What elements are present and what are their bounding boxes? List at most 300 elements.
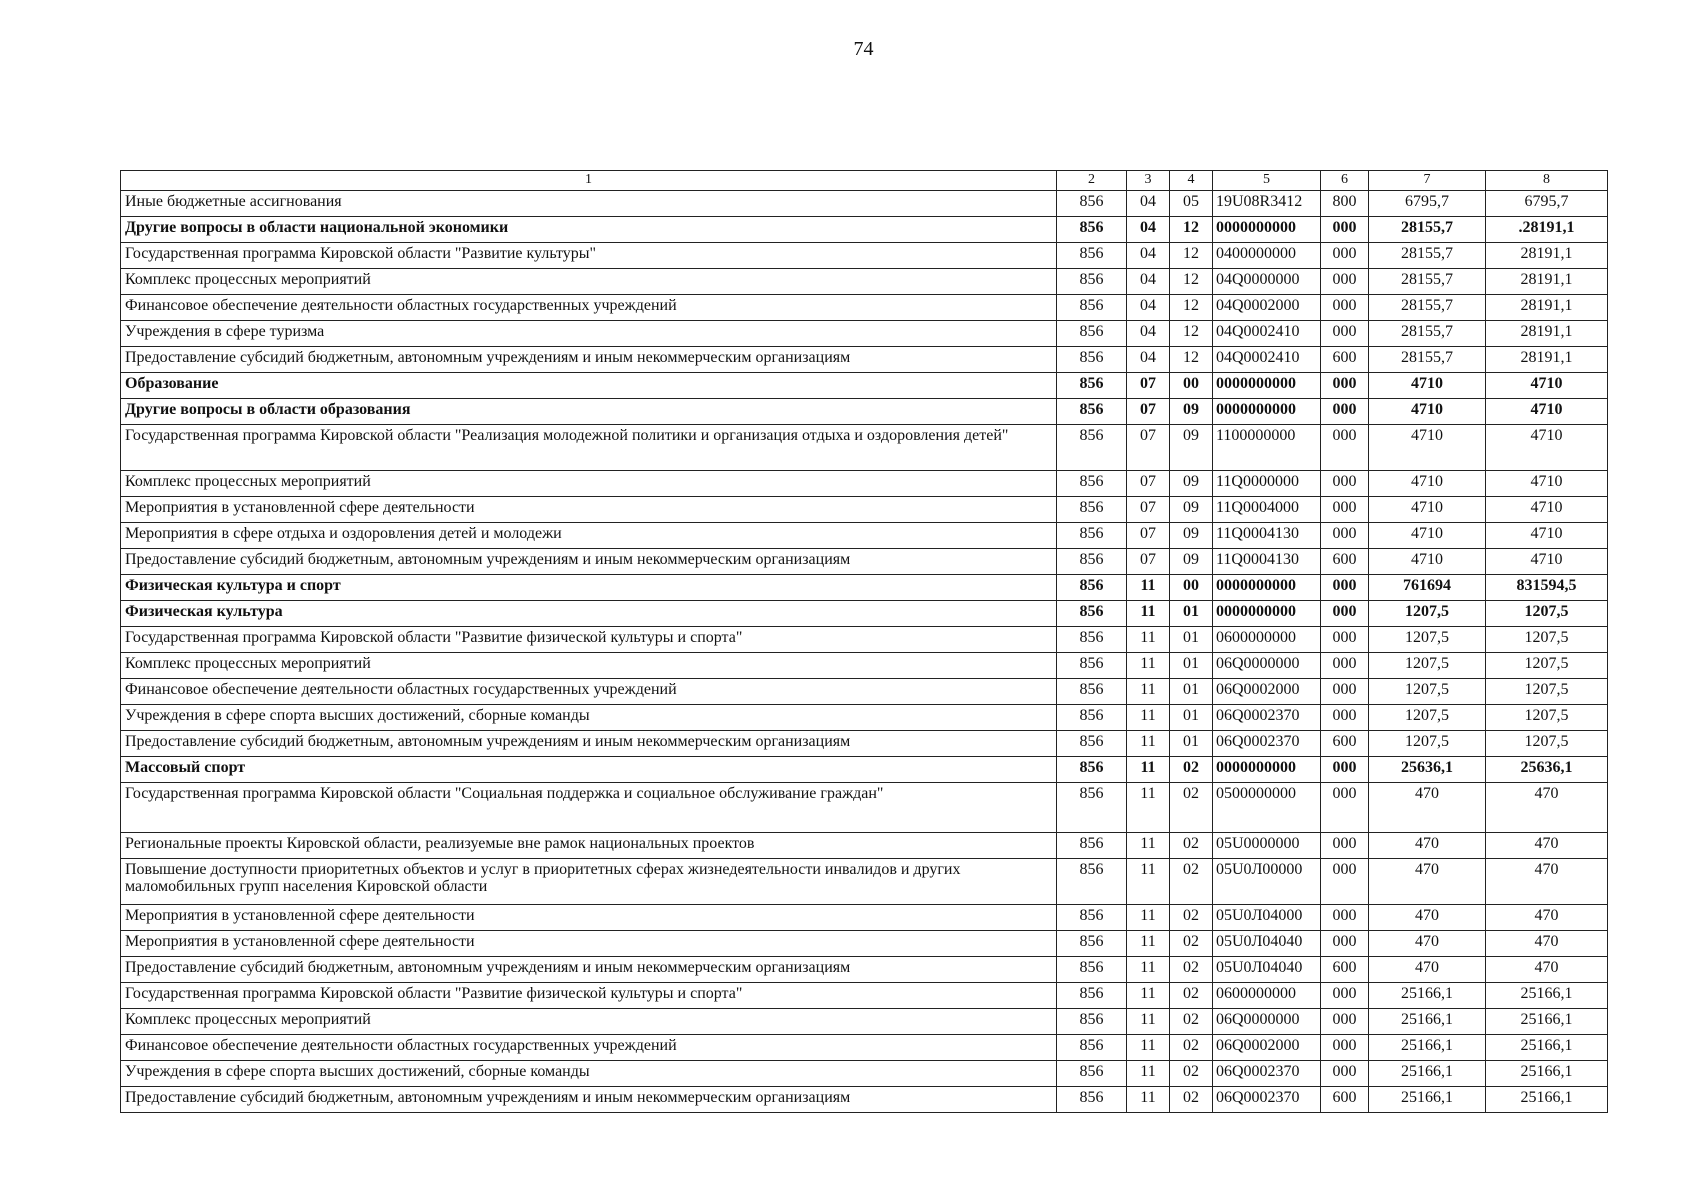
cell-ved-code: 856	[1057, 1061, 1127, 1087]
cell-subsection: 01	[1170, 679, 1213, 705]
cell-ved-code: 856	[1057, 523, 1127, 549]
cell-amount-year1: 4710	[1369, 373, 1486, 399]
table-row	[121, 347, 1608, 373]
table-row	[121, 783, 1608, 833]
cell-ved-code: 856	[1057, 931, 1127, 957]
cell-expense-type: 000	[1321, 833, 1369, 859]
column-header: 1	[121, 171, 1057, 191]
cell-target-article: 0400000000	[1213, 243, 1321, 269]
cell-ved-code: 856	[1057, 399, 1127, 425]
cell-subsection: 12	[1170, 295, 1213, 321]
cell-subsection: 12	[1170, 243, 1213, 269]
cell-subsection: 09	[1170, 425, 1213, 471]
cell-description: Другие вопросы в области национальной экономики	[121, 217, 1057, 243]
cell-amount-year2: 831594,5	[1486, 575, 1608, 601]
cell-target-article: 04Q0002410	[1213, 321, 1321, 347]
cell-amount-year1: 25166,1	[1369, 1087, 1486, 1113]
cell-amount-year1: 4710	[1369, 549, 1486, 575]
cell-expense-type: 000	[1321, 757, 1369, 783]
table-row	[121, 497, 1608, 523]
cell-ved-code: 856	[1057, 905, 1127, 931]
cell-description: Комплекс процессных мероприятий	[121, 1009, 1057, 1035]
cell-expense-type: 000	[1321, 905, 1369, 931]
cell-ved-code: 856	[1057, 471, 1127, 497]
cell-amount-year1: 4710	[1369, 523, 1486, 549]
cell-ved-code: 856	[1057, 575, 1127, 601]
cell-section: 07	[1127, 399, 1170, 425]
cell-target-article: 11Q0004130	[1213, 523, 1321, 549]
table-row	[121, 471, 1608, 497]
cell-target-article: 06Q0002370	[1213, 731, 1321, 757]
cell-section: 11	[1127, 957, 1170, 983]
cell-expense-type: 000	[1321, 859, 1369, 905]
cell-ved-code: 856	[1057, 295, 1127, 321]
cell-section: 11	[1127, 653, 1170, 679]
cell-expense-type: 000	[1321, 1061, 1369, 1087]
cell-subsection: 02	[1170, 833, 1213, 859]
cell-amount-year2: 1207,5	[1486, 601, 1608, 627]
cell-description: Государственная программа Кировской области "Реализация молодежной политики и организация отдыха и оздоровления детей"	[121, 425, 1057, 471]
cell-description: Комплекс процессных мероприятий	[121, 653, 1057, 679]
cell-amount-year2: 1207,5	[1486, 705, 1608, 731]
cell-subsection: 05	[1170, 191, 1213, 217]
table-row	[121, 191, 1608, 217]
cell-expense-type: 000	[1321, 1009, 1369, 1035]
cell-section: 11	[1127, 731, 1170, 757]
table-row	[121, 549, 1608, 575]
cell-amount-year2: 4710	[1486, 523, 1608, 549]
cell-amount-year1: 470	[1369, 905, 1486, 931]
cell-section: 07	[1127, 471, 1170, 497]
cell-ved-code: 856	[1057, 833, 1127, 859]
table-row	[121, 425, 1608, 471]
cell-amount-year2: 470	[1486, 783, 1608, 833]
cell-target-article: 05U0000000	[1213, 833, 1321, 859]
table-row	[121, 601, 1608, 627]
table-row	[121, 575, 1608, 601]
cell-expense-type: 600	[1321, 347, 1369, 373]
cell-section: 11	[1127, 575, 1170, 601]
cell-target-article: 11Q0004130	[1213, 549, 1321, 575]
cell-subsection: 02	[1170, 1009, 1213, 1035]
cell-description: Другие вопросы в области образования	[121, 399, 1057, 425]
cell-amount-year1: 4710	[1369, 497, 1486, 523]
cell-description: Мероприятия в сфере отдыха и оздоровления детей и молодежи	[121, 523, 1057, 549]
cell-amount-year1: 470	[1369, 957, 1486, 983]
cell-subsection: 02	[1170, 1087, 1213, 1113]
cell-amount-year2: 25166,1	[1486, 1087, 1608, 1113]
table-body	[121, 171, 1608, 1113]
cell-expense-type: 000	[1321, 321, 1369, 347]
cell-section: 11	[1127, 1061, 1170, 1087]
cell-amount-year2: 4710	[1486, 497, 1608, 523]
cell-description: Мероприятия в установленной сфере деятельности	[121, 905, 1057, 931]
cell-expense-type: 000	[1321, 217, 1369, 243]
cell-amount-year1: 25166,1	[1369, 1035, 1486, 1061]
cell-description: Предоставление субсидий бюджетным, автономным учреждениям и иным некоммерческим организациям	[121, 549, 1057, 575]
cell-ved-code: 856	[1057, 217, 1127, 243]
cell-target-article: 06Q0000000	[1213, 653, 1321, 679]
cell-ved-code: 856	[1057, 347, 1127, 373]
cell-target-article: 0000000000	[1213, 399, 1321, 425]
cell-amount-year1: 25166,1	[1369, 1061, 1486, 1087]
column-header: 6	[1321, 171, 1369, 191]
column-header: 7	[1369, 171, 1486, 191]
cell-expense-type: 600	[1321, 731, 1369, 757]
cell-section: 11	[1127, 757, 1170, 783]
cell-amount-year1: 28155,7	[1369, 217, 1486, 243]
cell-subsection: 01	[1170, 601, 1213, 627]
cell-ved-code: 856	[1057, 497, 1127, 523]
cell-amount-year1: 6795,7	[1369, 191, 1486, 217]
table-row	[121, 705, 1608, 731]
cell-target-article: 0000000000	[1213, 373, 1321, 399]
cell-subsection: 02	[1170, 905, 1213, 931]
cell-ved-code: 856	[1057, 269, 1127, 295]
cell-amount-year1: 470	[1369, 783, 1486, 833]
cell-ved-code: 856	[1057, 549, 1127, 575]
cell-description: Учреждения в сфере спорта высших достижений, сборные команды	[121, 1061, 1057, 1087]
cell-amount-year2: 28191,1	[1486, 243, 1608, 269]
cell-expense-type: 600	[1321, 1087, 1369, 1113]
table-row	[121, 1087, 1608, 1113]
table-row	[121, 217, 1608, 243]
cell-section: 11	[1127, 1009, 1170, 1035]
cell-amount-year2: 28191,1	[1486, 347, 1608, 373]
cell-description: Предоставление субсидий бюджетным, автономным учреждениям и иным некоммерческим организациям	[121, 731, 1057, 757]
cell-target-article: 0600000000	[1213, 627, 1321, 653]
cell-ved-code: 856	[1057, 957, 1127, 983]
column-header: 4	[1170, 171, 1213, 191]
cell-description: Физическая культура и спорт	[121, 575, 1057, 601]
cell-target-article: 04Q0000000	[1213, 269, 1321, 295]
cell-subsection: 09	[1170, 523, 1213, 549]
cell-ved-code: 856	[1057, 1087, 1127, 1113]
cell-amount-year1: 28155,7	[1369, 347, 1486, 373]
column-header: 8	[1486, 171, 1608, 191]
table-row	[121, 1035, 1608, 1061]
cell-section: 04	[1127, 243, 1170, 269]
cell-amount-year2: 25166,1	[1486, 1009, 1608, 1035]
cell-subsection: 02	[1170, 957, 1213, 983]
cell-section: 04	[1127, 269, 1170, 295]
cell-ved-code: 856	[1057, 373, 1127, 399]
cell-target-article: 04Q0002000	[1213, 295, 1321, 321]
cell-description: Государственная программа Кировской области "Социальная поддержка и социальное обслуживание граждан"	[121, 783, 1057, 833]
cell-expense-type: 800	[1321, 191, 1369, 217]
cell-expense-type: 000	[1321, 983, 1369, 1009]
cell-target-article: 06Q0002370	[1213, 705, 1321, 731]
cell-amount-year2: 28191,1	[1486, 295, 1608, 321]
cell-target-article: 04Q0002410	[1213, 347, 1321, 373]
cell-ved-code: 856	[1057, 601, 1127, 627]
cell-description: Иные бюджетные ассигнования	[121, 191, 1057, 217]
cell-expense-type: 000	[1321, 1035, 1369, 1061]
cell-description: Мероприятия в установленной сфере деятельности	[121, 497, 1057, 523]
table-row	[121, 269, 1608, 295]
table-row	[121, 373, 1608, 399]
cell-amount-year1: 25166,1	[1369, 1009, 1486, 1035]
cell-description: Учреждения в сфере туризма	[121, 321, 1057, 347]
cell-amount-year2: 4710	[1486, 549, 1608, 575]
cell-description: Финансовое обеспечение деятельности областных государственных учреждений	[121, 679, 1057, 705]
cell-ved-code: 856	[1057, 627, 1127, 653]
cell-amount-year2: 1207,5	[1486, 731, 1608, 757]
cell-subsection: 02	[1170, 931, 1213, 957]
cell-ved-code: 856	[1057, 731, 1127, 757]
cell-subsection: 02	[1170, 783, 1213, 833]
cell-section: 07	[1127, 425, 1170, 471]
cell-expense-type: 000	[1321, 679, 1369, 705]
cell-description: Образование	[121, 373, 1057, 399]
cell-amount-year2: 4710	[1486, 373, 1608, 399]
cell-amount-year2: 1207,5	[1486, 679, 1608, 705]
cell-amount-year2: 470	[1486, 957, 1608, 983]
cell-target-article: 11Q0004000	[1213, 497, 1321, 523]
cell-expense-type: 000	[1321, 399, 1369, 425]
cell-description: Финансовое обеспечение деятельности областных государственных учреждений	[121, 295, 1057, 321]
cell-section: 11	[1127, 679, 1170, 705]
cell-ved-code: 856	[1057, 653, 1127, 679]
cell-target-article: 0500000000	[1213, 783, 1321, 833]
cell-ved-code: 856	[1057, 1009, 1127, 1035]
cell-amount-year2: 470	[1486, 859, 1608, 905]
cell-subsection: 01	[1170, 731, 1213, 757]
cell-subsection: 02	[1170, 1061, 1213, 1087]
cell-amount-year1: 4710	[1369, 471, 1486, 497]
cell-description: Региональные проекты Кировской области, реализуемые вне рамок национальных проектов	[121, 833, 1057, 859]
cell-expense-type: 000	[1321, 425, 1369, 471]
cell-target-article: 0000000000	[1213, 217, 1321, 243]
cell-target-article: 06Q0002370	[1213, 1061, 1321, 1087]
table-row	[121, 1009, 1608, 1035]
cell-amount-year1: 470	[1369, 931, 1486, 957]
cell-expense-type: 000	[1321, 497, 1369, 523]
cell-ved-code: 856	[1057, 983, 1127, 1009]
cell-amount-year1: 1207,5	[1369, 627, 1486, 653]
cell-amount-year1: 28155,7	[1369, 321, 1486, 347]
column-header: 3	[1127, 171, 1170, 191]
cell-amount-year2: 28191,1	[1486, 321, 1608, 347]
cell-amount-year1: 761694	[1369, 575, 1486, 601]
cell-description: Государственная программа Кировской области "Развитие физической культуры и спорта"	[121, 627, 1057, 653]
table-row	[121, 859, 1608, 905]
cell-subsection: 01	[1170, 627, 1213, 653]
cell-section: 11	[1127, 783, 1170, 833]
cell-amount-year2: 470	[1486, 905, 1608, 931]
cell-section: 07	[1127, 549, 1170, 575]
cell-amount-year1: 1207,5	[1369, 731, 1486, 757]
table-row	[121, 679, 1608, 705]
cell-amount-year2: 1207,5	[1486, 627, 1608, 653]
cell-target-article: 11Q0000000	[1213, 471, 1321, 497]
cell-subsection: 00	[1170, 575, 1213, 601]
cell-amount-year2: 1207,5	[1486, 653, 1608, 679]
page-number: 74	[853, 38, 874, 60]
cell-section: 07	[1127, 373, 1170, 399]
cell-amount-year1: 470	[1369, 833, 1486, 859]
cell-target-article: 1100000000	[1213, 425, 1321, 471]
cell-section: 07	[1127, 523, 1170, 549]
cell-amount-year2: 4710	[1486, 399, 1608, 425]
column-header: 2	[1057, 171, 1127, 191]
cell-ved-code: 856	[1057, 243, 1127, 269]
cell-amount-year1: 28155,7	[1369, 269, 1486, 295]
cell-expense-type: 000	[1321, 705, 1369, 731]
cell-target-article: 0600000000	[1213, 983, 1321, 1009]
cell-section: 11	[1127, 859, 1170, 905]
cell-target-article: 06Q0002000	[1213, 1035, 1321, 1061]
cell-description: Учреждения в сфере спорта высших достижений, сборные команды	[121, 705, 1057, 731]
cell-amount-year1: 1207,5	[1369, 705, 1486, 731]
cell-subsection: 12	[1170, 269, 1213, 295]
cell-ved-code: 856	[1057, 783, 1127, 833]
cell-description: Комплекс процессных мероприятий	[121, 269, 1057, 295]
cell-expense-type: 000	[1321, 295, 1369, 321]
table-row	[121, 523, 1608, 549]
cell-amount-year2: 25166,1	[1486, 1061, 1608, 1087]
cell-subsection: 12	[1170, 321, 1213, 347]
cell-amount-year1: 1207,5	[1369, 653, 1486, 679]
cell-target-article: 0000000000	[1213, 575, 1321, 601]
cell-expense-type: 000	[1321, 601, 1369, 627]
table-row	[121, 957, 1608, 983]
cell-amount-year1: 4710	[1369, 399, 1486, 425]
cell-subsection: 01	[1170, 653, 1213, 679]
cell-section: 11	[1127, 983, 1170, 1009]
table-row	[121, 731, 1608, 757]
cell-amount-year2: .28191,1	[1486, 217, 1608, 243]
cell-expense-type: 600	[1321, 957, 1369, 983]
cell-subsection: 02	[1170, 757, 1213, 783]
cell-section: 04	[1127, 295, 1170, 321]
cell-amount-year2: 4710	[1486, 425, 1608, 471]
cell-description: Государственная программа Кировской области "Развитие физической культуры и спорта"	[121, 983, 1057, 1009]
table-row	[121, 983, 1608, 1009]
cell-description: Мероприятия в установленной сфере деятельности	[121, 931, 1057, 957]
cell-amount-year2: 470	[1486, 833, 1608, 859]
cell-section: 11	[1127, 1087, 1170, 1113]
cell-expense-type: 000	[1321, 575, 1369, 601]
cell-subsection: 09	[1170, 497, 1213, 523]
cell-section: 04	[1127, 217, 1170, 243]
cell-expense-type: 000	[1321, 243, 1369, 269]
cell-target-article: 06Q0002000	[1213, 679, 1321, 705]
cell-amount-year2: 6795,7	[1486, 191, 1608, 217]
cell-subsection: 09	[1170, 549, 1213, 575]
cell-amount-year1: 25636,1	[1369, 757, 1486, 783]
cell-target-article: 05U0Л04040	[1213, 931, 1321, 957]
cell-target-article: 06Q0000000	[1213, 1009, 1321, 1035]
table-row	[121, 931, 1608, 957]
cell-ved-code: 856	[1057, 1035, 1127, 1061]
cell-amount-year2: 28191,1	[1486, 269, 1608, 295]
cell-section: 11	[1127, 705, 1170, 731]
cell-target-article: 05U0Л00000	[1213, 859, 1321, 905]
table-row	[121, 321, 1608, 347]
cell-target-article: 19U08R3412	[1213, 191, 1321, 217]
table-row	[121, 627, 1608, 653]
cell-subsection: 12	[1170, 347, 1213, 373]
cell-ved-code: 856	[1057, 679, 1127, 705]
cell-description: Предоставление субсидий бюджетным, автономным учреждениям и иным некоммерческим организациям	[121, 1087, 1057, 1113]
cell-description: Повышение доступности приоритетных объектов и услуг в приоритетных сферах жизнедеятельности инвалидов и других маломобильных групп населения Кировской области	[121, 859, 1057, 905]
cell-amount-year1: 28155,7	[1369, 295, 1486, 321]
cell-description: Государственная программа Кировской области "Развитие культуры"	[121, 243, 1057, 269]
cell-amount-year1: 470	[1369, 859, 1486, 905]
budget-table	[120, 170, 1608, 1113]
cell-section: 11	[1127, 833, 1170, 859]
cell-amount-year1: 1207,5	[1369, 601, 1486, 627]
cell-subsection: 01	[1170, 705, 1213, 731]
cell-section: 11	[1127, 627, 1170, 653]
cell-expense-type: 000	[1321, 931, 1369, 957]
cell-target-article: 0000000000	[1213, 757, 1321, 783]
cell-expense-type: 000	[1321, 373, 1369, 399]
cell-expense-type: 000	[1321, 783, 1369, 833]
cell-description: Финансовое обеспечение деятельности областных государственных учреждений	[121, 1035, 1057, 1061]
table-row	[121, 399, 1608, 425]
cell-expense-type: 000	[1321, 471, 1369, 497]
cell-expense-type: 000	[1321, 653, 1369, 679]
cell-section: 07	[1127, 497, 1170, 523]
cell-ved-code: 856	[1057, 757, 1127, 783]
cell-description: Массовый спорт	[121, 757, 1057, 783]
table-row	[121, 833, 1608, 859]
table-row	[121, 653, 1608, 679]
cell-description: Предоставление субсидий бюджетным, автономным учреждениям и иным некоммерческим организациям	[121, 957, 1057, 983]
cell-expense-type: 000	[1321, 269, 1369, 295]
cell-expense-type: 000	[1321, 627, 1369, 653]
table-row	[121, 1061, 1608, 1087]
cell-description: Комплекс процессных мероприятий	[121, 471, 1057, 497]
cell-amount-year2: 25166,1	[1486, 1035, 1608, 1061]
cell-ved-code: 856	[1057, 859, 1127, 905]
cell-amount-year2: 25166,1	[1486, 983, 1608, 1009]
cell-amount-year1: 4710	[1369, 425, 1486, 471]
cell-expense-type: 600	[1321, 549, 1369, 575]
cell-target-article: 05U0Л04040	[1213, 957, 1321, 983]
table-row	[121, 295, 1608, 321]
cell-subsection: 02	[1170, 859, 1213, 905]
cell-target-article: 05U0Л04000	[1213, 905, 1321, 931]
cell-subsection: 12	[1170, 217, 1213, 243]
cell-subsection: 02	[1170, 1035, 1213, 1061]
cell-target-article: 06Q0002370	[1213, 1087, 1321, 1113]
cell-section: 11	[1127, 905, 1170, 931]
table-row	[121, 243, 1608, 269]
cell-section: 11	[1127, 931, 1170, 957]
cell-section: 04	[1127, 347, 1170, 373]
cell-amount-year2: 470	[1486, 931, 1608, 957]
cell-amount-year2: 25636,1	[1486, 757, 1608, 783]
cell-amount-year2: 4710	[1486, 471, 1608, 497]
cell-ved-code: 856	[1057, 425, 1127, 471]
cell-section: 11	[1127, 1035, 1170, 1061]
cell-description: Физическая культура	[121, 601, 1057, 627]
cell-amount-year1: 25166,1	[1369, 983, 1486, 1009]
cell-section: 11	[1127, 601, 1170, 627]
table-row	[121, 757, 1608, 783]
cell-amount-year1: 1207,5	[1369, 679, 1486, 705]
cell-ved-code: 856	[1057, 321, 1127, 347]
cell-description: Предоставление субсидий бюджетным, автономным учреждениям и иным некоммерческим организациям	[121, 347, 1057, 373]
cell-subsection: 09	[1170, 471, 1213, 497]
cell-subsection: 02	[1170, 983, 1213, 1009]
cell-subsection: 00	[1170, 373, 1213, 399]
cell-target-article: 0000000000	[1213, 601, 1321, 627]
table-row	[121, 905, 1608, 931]
